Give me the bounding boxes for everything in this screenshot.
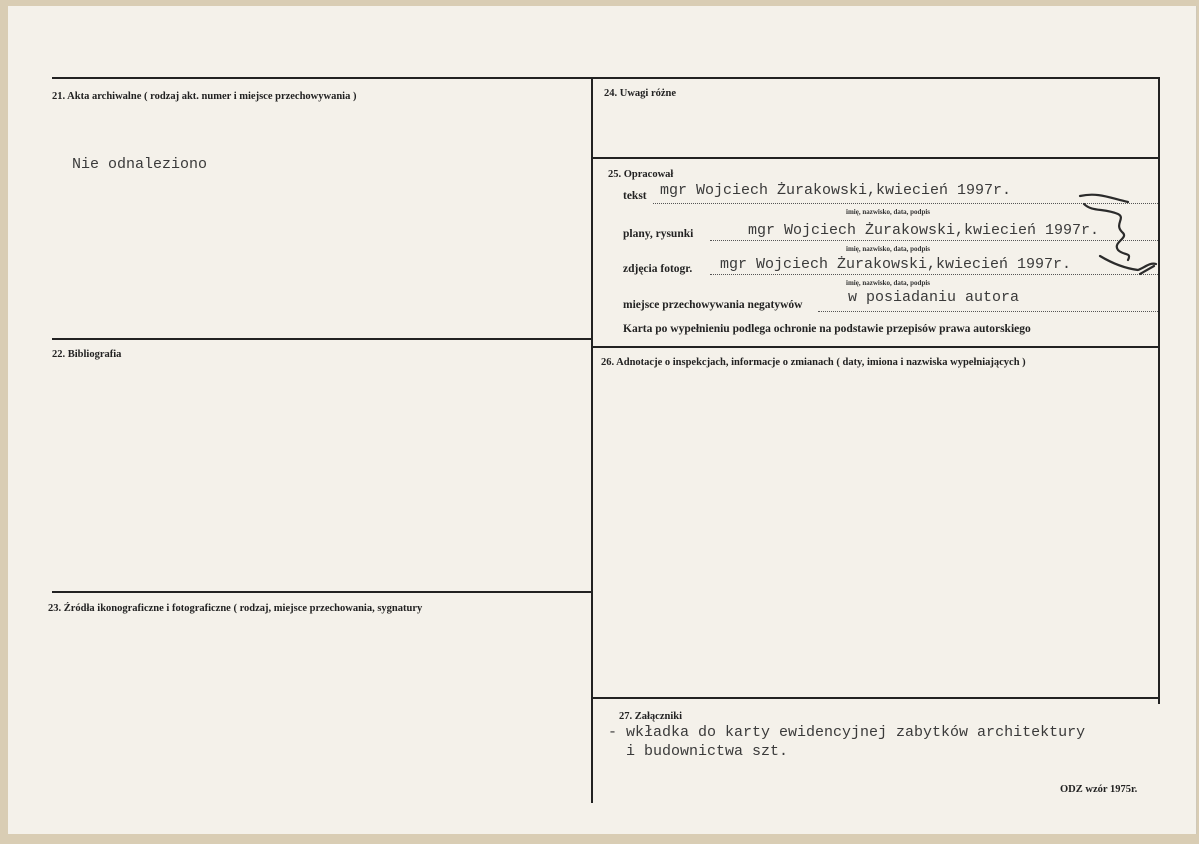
tekst-label: tekst [623,190,647,202]
section-27-line-2: i budownictwa szt. [608,743,789,760]
section-21-label: 21. Akta archiwalne ( rodzaj akt. numer i miejsce przechowywania ) [52,91,357,102]
zdjecia-value: mgr Wojciech Żurakowski,kwiecień 1997r. [720,256,1072,273]
right-rule-26-27 [592,697,1160,699]
left-rule-22-23 [52,591,592,593]
section-21-value: Nie odnaleziono [72,156,208,173]
center-divider [591,77,593,803]
right-rule-24-25 [592,157,1160,159]
handwritten-signature [1070,182,1160,282]
section-24-label: 24. Uwagi różne [604,88,677,99]
section-27-line-1: - wkładka do karty ewidencyjnej zabytków architektury [608,724,1086,741]
section-26-label: 26. Adnotacje o inspekcjach, informacje o zmianach ( daty, imiona i nazwiska wypełniających ) [601,357,1026,368]
tekst-value: mgr Wojciech Żurakowski,kwiecień 1997r. [660,182,1012,199]
copyright-note: Karta po wypełnieniu podlega ochronie na podstawie przepisów prawa autorskiego [623,323,1031,335]
section-25-label: 25. Opracował [608,169,674,180]
zdjecia-label: zdjęcia fotogr. [623,263,693,275]
right-rule-25-26 [592,346,1160,348]
section-27-label: 27. Załączniki [619,711,683,722]
negatywy-dotted-line [818,311,1158,312]
form-card [8,6,1197,834]
plany-label: plany, rysunki [623,228,694,240]
right-border [1158,77,1160,704]
negatywy-label: miejsce przechowywania negatywów [623,299,803,311]
left-rule-21-22 [52,338,592,340]
tekst-hint: imię, nazwisko, data, podpis [846,208,931,216]
section-22-label: 22. Bibliografia [52,349,122,360]
plany-hint: imię, nazwisko, data, podpis [846,245,931,253]
section-23-label: 23. Źródła ikonograficzne i fotograficzne ( rodzaj, miejsce przechowania, sygnatury [48,603,423,614]
top-rule [52,77,1160,79]
plany-value: mgr Wojciech Żurakowski,kwiecień 1997r. [748,222,1100,239]
form-code: ODZ wzór 1975r. [1060,784,1138,795]
zdjecia-hint: imię, nazwisko, data, podpis [846,279,931,287]
negatywy-value: w posiadaniu autora [848,289,1020,306]
